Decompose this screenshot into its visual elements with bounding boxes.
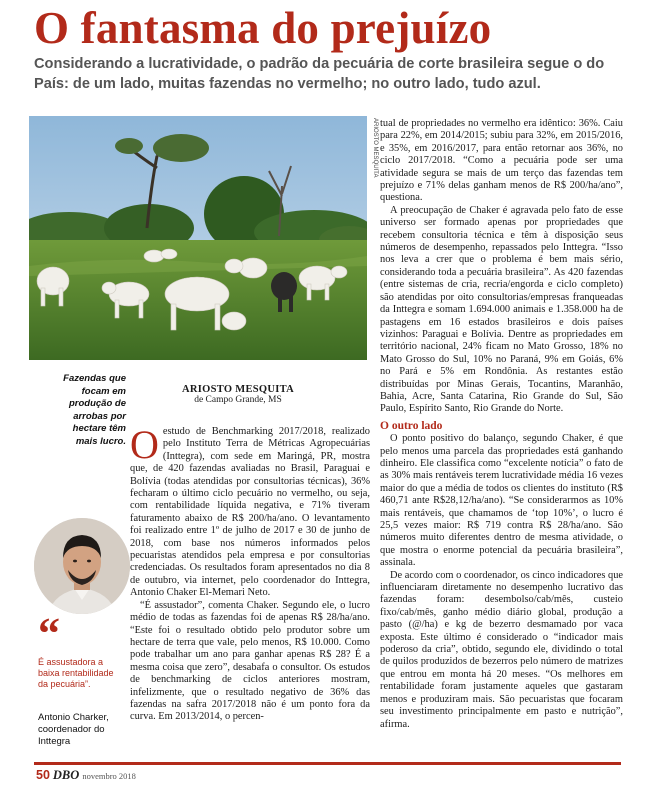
byline [176, 384, 300, 405]
paragraph: Oestudo de Benchmarking 2017/2018, realizado pelo Instituto Terra de Métricas Agropecuárias (Inttegra), com sede em Maringá, PR, mostra que, de 420 fazendas avaliadas no Brasil, Paraguai e Bolívia (todas atendidas por consultorias técnicas), 36% fecharam o último ciclo pecuário no vermelho, ou seja, com rentabilidade líquida negativa, e 71% tiveram faturamento abaixo de R$ 200/ha/ano. O levantamento foi realizado entre 1º de julho de 2017 e 30 de junho de 2018, com base nos números informados pelos pecuaristas atendidos pela empresa e por consultorias credenciadas. Os resultados foram apresentados no dia 8 de outubro, via internet, pelo coordenador do Inttegra, Antonio Chaker El-Memari Neto. [130, 422, 370, 599]
paragraph: O ponto positivo do balanço, segundo Chaker, é que pelo menos uma parcela das propriedades está ganhando dinheiro. Ele classifica como “excelente notícia” o fato de as 30% mais rentáveis terem lucratividade média 16 vezes maior do que a média de todos os clientes do instituto (R$ 460,71 ante R$28,12/ha/ano). “Se considerarmos as 10% mais rentáveis, que chamamos de ‘top 10%’, o lucro é 25,5 vezes maior: R$ 719 contra R$ 28/ha/ano. São números muito diferentes dentro de mesma atividade, o que mostra o enorme potencial da pecuária brasileira”, assinala. [380, 433, 623, 569]
quote-mark-icon: “ [38, 609, 60, 658]
article-column-1 [130, 422, 370, 724]
byline-name: ARIOSTO MESQUITA [181, 384, 295, 395]
article-lede: Considerando a lucratividade, o padrão da pecuária de corte brasileira segue o do País: de um lado, muitas fazendas no vermelho; no outro lado, tudo azul. [34, 56, 605, 92]
cattle-photo [29, 116, 367, 360]
footer-rule [34, 762, 621, 765]
page-number: 50 [36, 768, 50, 782]
section-subheading: O outro lado [380, 419, 443, 432]
paragraph: A preocupação de Chaker é agravada pelo fato de esse universo ser formado apenas por propriedades que recebem consultoria técnica e têm à disposição seus números de desempenho, repassados pelo Inttegra. “Isso nos leva a crer que o problema é bem mais sério, considerando toda a pecuária brasileira”. As 420 fazendas (entre sistemas de cria, recria/engorda e ciclo completo) são atendidas por oito consultorias/empresas franqueadas da Inttegra e somam 1.694.000 animais e 1.358.000 ha de pastagens em 16 estados brasileiros e dois países vizinhos: Paraguai e Bolívia. Dentre as propriedades em território nacional, 24% ficam no Mato Grosso, 18% no Mato Grosso do Sul, 10% no Paraná, 9% em Goiás, 6% no Pará e 5% em Rondônia. As restantes estão distribuídas por Minas Gerais, Tocantins, Maranhão, Bahia, Acre, Santa Catarina, Rio Grande do Sul, São Paulo, Espírito Santo, Rio Grande do Norte. [380, 204, 623, 415]
paragraph: De acordo com o coordenador, os cinco indicadores que influenciaram diretamente no desempenho lucrativo das fazendas foram: desembolso/cab/mês, custeio fixo/cab/mês, ganho médio diário global, produção a pasto (@/ha) e kg de bezerro desmamado por vaca exposta. Este último é considerado o “indicador mais poderoso da cria”, obtido, segundo ele, dividindo o total de quilos produzidos de bezerros pelo número de matrizes que entrou em monta há 20 meses. “Os melhores em rentabilidade foram justamente aqueles que gastaram menos e produziram mais. São pecuaristas que focaram seu investimento principalmente em pasto e nutrição”, afirma. [380, 569, 623, 730]
paragraph: “É assustador”, comenta Chaker. Segundo ele, o lucro médio de todas as fazendas foi de apenas R$ 28/ha/ano. “Este foi o resultado obtido pelo produtor sobre um hectare de terra que vale, pelo menos, R$ 10.000. Como pode trabalhar um ano para ganhar apenas R$ 28? É a mesma coisa que zero”, desabafa o consultor. Os estudos de benchmarking de ciclos anteriores mostram, infelizmente, que o resultado negativo de 36% das fazendas na safra 2017/2018 não é um ponto fora da curva. Em 2013/2014, o percen- [130, 599, 370, 723]
article-title: O fantasma do prejuízo [34, 3, 492, 53]
article-column-2 [380, 118, 623, 731]
author-portrait [34, 518, 130, 614]
drop-cap: O [130, 422, 159, 467]
magazine-name: DBO [52, 768, 80, 782]
photo-caption: Fazendas que focam em produção de arrobas por hectare têm mais lucro. [63, 373, 126, 447]
pull-quote-author: Antonio Charker, coordenador do Inttegra [38, 712, 109, 747]
byline-place: de Campo Grande, MS [194, 395, 282, 405]
paragraph: tual de propriedades no vermelho era idêntico: 36%. Caiu para 22%, em 2014/2015; subiu para 32%, em 2015/2016, e 35%, em 2016/2017, para então retornar aos 36%, no ciclo 2017/2018. “Como a pecuária pode ser uma atividade segura se mais de um terço das fazendas tem prejuízo e 71% delas ganham menos de R$ 200/ha/ano”, questiona. [380, 118, 623, 204]
pull-quote: É assustadora a baixa rentabilidade da pecuária”. [38, 657, 114, 689]
photo-credit: ARIOSTO MESQUITA [372, 118, 378, 178]
issue-date: novembro 2018 [82, 771, 136, 781]
page-footer [36, 768, 136, 783]
